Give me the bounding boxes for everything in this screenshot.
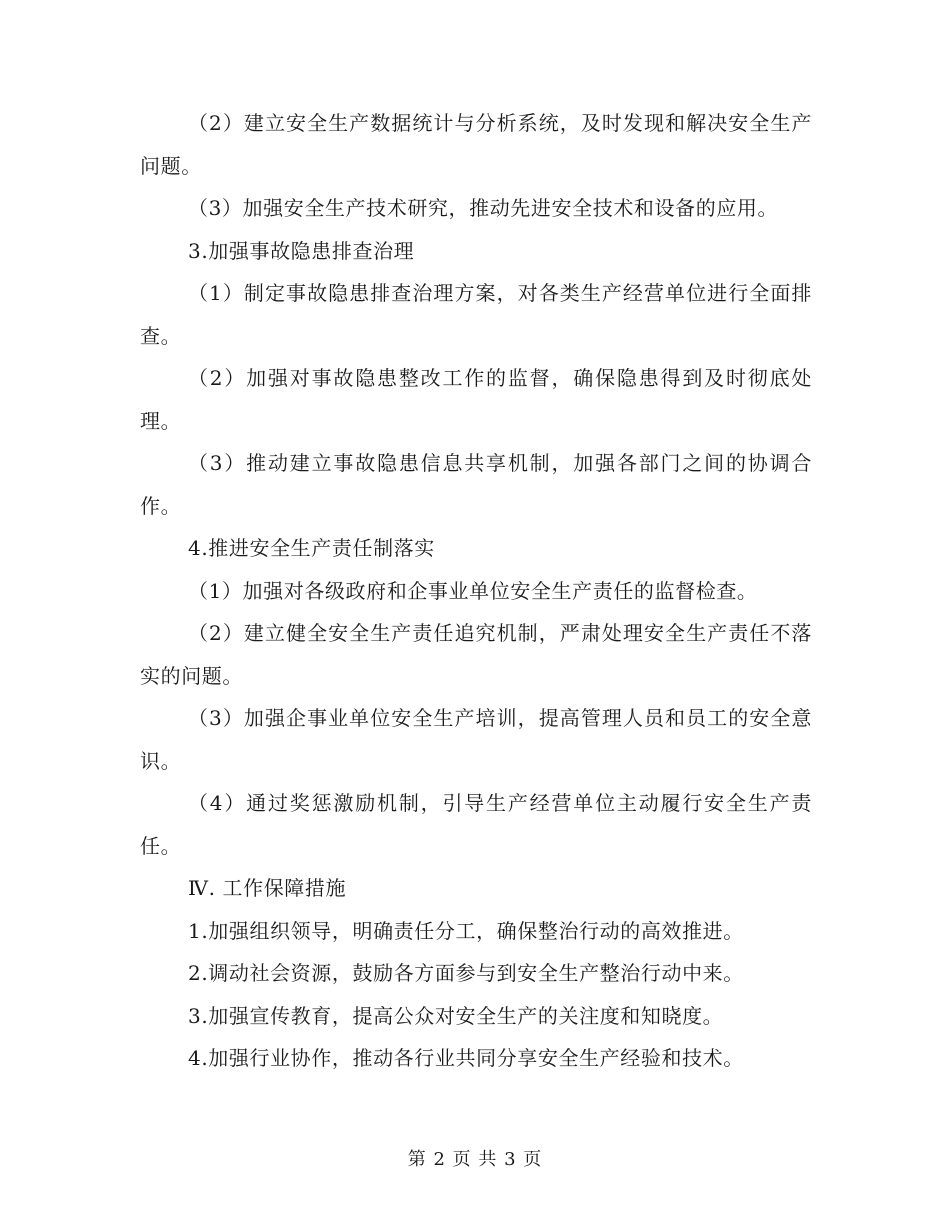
- paragraph-4-incentive-mechanism: （4）通过奖惩激励机制，引导生产经营单位主动履行安全生产责任。: [140, 791, 812, 858]
- paragraph-3-information-sharing: （3）推动建立事故隐患信息共享机制，加强各部门之间的协调合作。: [140, 451, 812, 518]
- paragraph-1-inspection-plan: （1）制定事故隐患排查治理方案，对各类生产经营单位进行全面排查。: [140, 281, 812, 348]
- page-footer: [0, 1148, 950, 1172]
- list-item-publicity-education: 3.加强宣传教育，提高公众对安全生产的关注度和知晓度。: [188, 1003, 724, 1028]
- paragraph-1-supervision-inspection: （1）加强对各级政府和企事业单位安全生产责任的监督检查。: [188, 578, 758, 603]
- paragraph-3-technology-research: （3）加强安全生产技术研究，推动先进安全技术和设备的应用。: [188, 196, 779, 220]
- section-heading-hazard-inspection: 3.加强事故隐患排查治理: [188, 238, 415, 263]
- section-heading-work-guarantee: Ⅳ. 工作保障措施: [188, 876, 347, 900]
- paragraph-2-rectification-supervision: （2）加强对事故隐患整改工作的监督，确保隐患得到及时彻底处理。: [140, 366, 812, 433]
- paragraph-2-accountability-mechanism: （2）建立健全安全生产责任追究机制，严肃处理安全生产责任不落实的问题。: [140, 621, 812, 688]
- paragraph-3-safety-training: （3）加强企事业单位安全生产培训，提高管理人员和员工的安全意识。: [140, 706, 812, 773]
- list-item-social-resources: 2.调动社会资源，鼓励各方面参与到安全生产整治行动中来。: [188, 961, 744, 985]
- list-item-industry-collaboration: 4.加强行业协作，推动各行业共同分享安全生产经验和技术。: [188, 1046, 744, 1070]
- section-heading-responsibility-system: 4.推进安全生产责任制落实: [188, 536, 435, 560]
- list-item-organization-leadership: 1.加强组织领导，明确责任分工，确保整治行动的高效推进。: [188, 918, 744, 943]
- paragraph-2-data-analysis-system: （2）建立安全生产数据统计与分析系统，及时发现和解决安全生产问题。: [140, 111, 812, 178]
- document-body: [140, 102, 812, 1080]
- page-number-label: 第 2 页 共 3 页: [407, 1149, 543, 1170]
